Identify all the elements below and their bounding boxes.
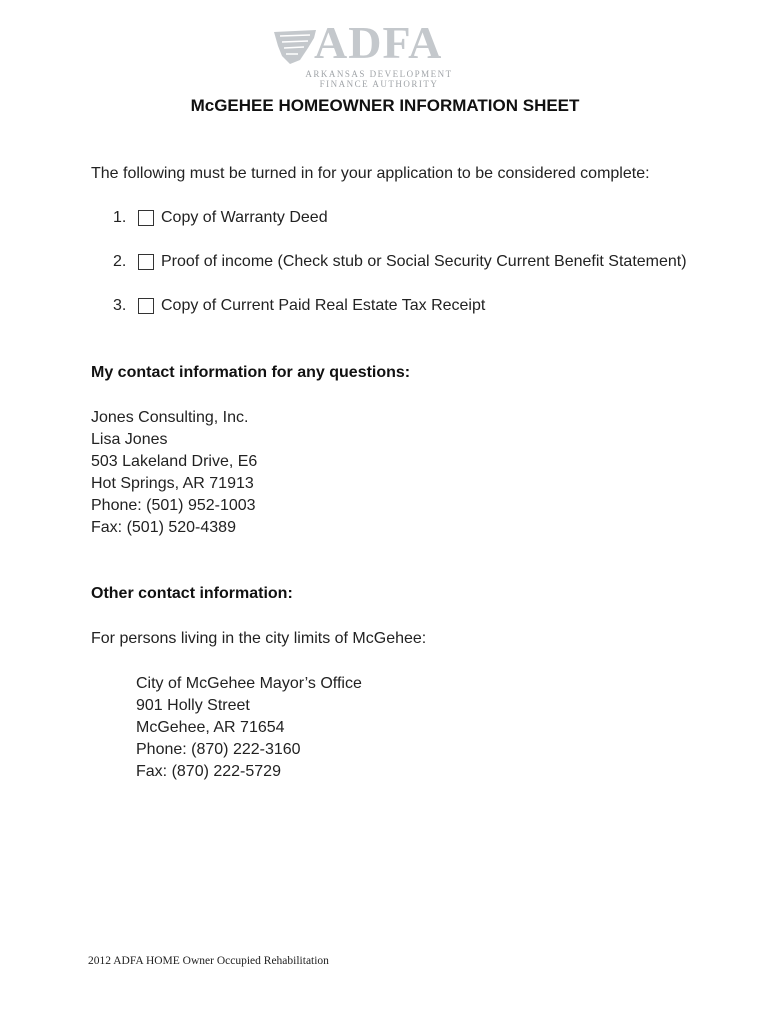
contact-line: Jones Consulting, Inc. — [91, 409, 249, 426]
checklist-number: 1. — [113, 209, 127, 226]
adfa-logo-mark-icon — [270, 26, 318, 66]
checklist-label: Proof of income (Check stub or Social Security Current Benefit Statement) — [161, 253, 687, 270]
page-title: McGEHEE HOMEOWNER INFORMATION SHEET — [190, 96, 580, 115]
adfa-logo — [270, 17, 460, 90]
mayor-office-block — [136, 673, 362, 783]
contact-phone: Phone: (501) 952-1003 — [91, 497, 256, 514]
contact-line: Lisa Jones — [91, 431, 168, 448]
contact-line: Hot Springs, AR 71913 — [91, 475, 254, 492]
mayor-office-line: McGehee, AR 71654 — [136, 719, 285, 736]
checklist-label: Copy of Current Paid Real Estate Tax Receipt — [161, 297, 486, 314]
logo-subtitle-line2: FINANCE AUTHORITY — [319, 79, 439, 89]
checklist-label: Copy of Warranty Deed — [161, 209, 328, 226]
contact-heading: My contact information for any questions: — [91, 364, 411, 381]
contact-line: 503 Lakeland Drive, E6 — [91, 453, 258, 470]
mayor-office-line: 901 Holly Street — [136, 697, 250, 714]
contact-fax: Fax: (501) 520-4389 — [91, 519, 236, 536]
mayor-office-fax: Fax: (870) 222-5729 — [136, 763, 281, 780]
checklist-checkbox[interactable] — [138, 254, 154, 270]
other-contact-intro: For persons living in the city limits of McGehee: — [91, 630, 427, 647]
checklist-checkbox[interactable] — [138, 298, 154, 314]
other-contact-heading: Other contact information: — [91, 585, 293, 602]
page-footer: 2012 ADFA HOME Owner Occupied Rehabilitation — [88, 955, 329, 967]
requirements-intro: The following must be turned in for your application to be considered complete: — [91, 165, 650, 182]
mayor-office-line: City of McGehee Mayor’s Office — [136, 675, 362, 692]
contact-address-block — [91, 407, 257, 539]
logo-subtitle-line1: ARKANSAS DEVELOPMENT — [305, 69, 453, 79]
checklist-number: 3. — [113, 297, 127, 314]
checklist-checkbox[interactable] — [138, 210, 154, 226]
logo-text: ADFA — [314, 17, 443, 68]
mayor-office-phone: Phone: (870) 222-3160 — [136, 741, 301, 758]
checklist-number: 2. — [113, 253, 127, 270]
